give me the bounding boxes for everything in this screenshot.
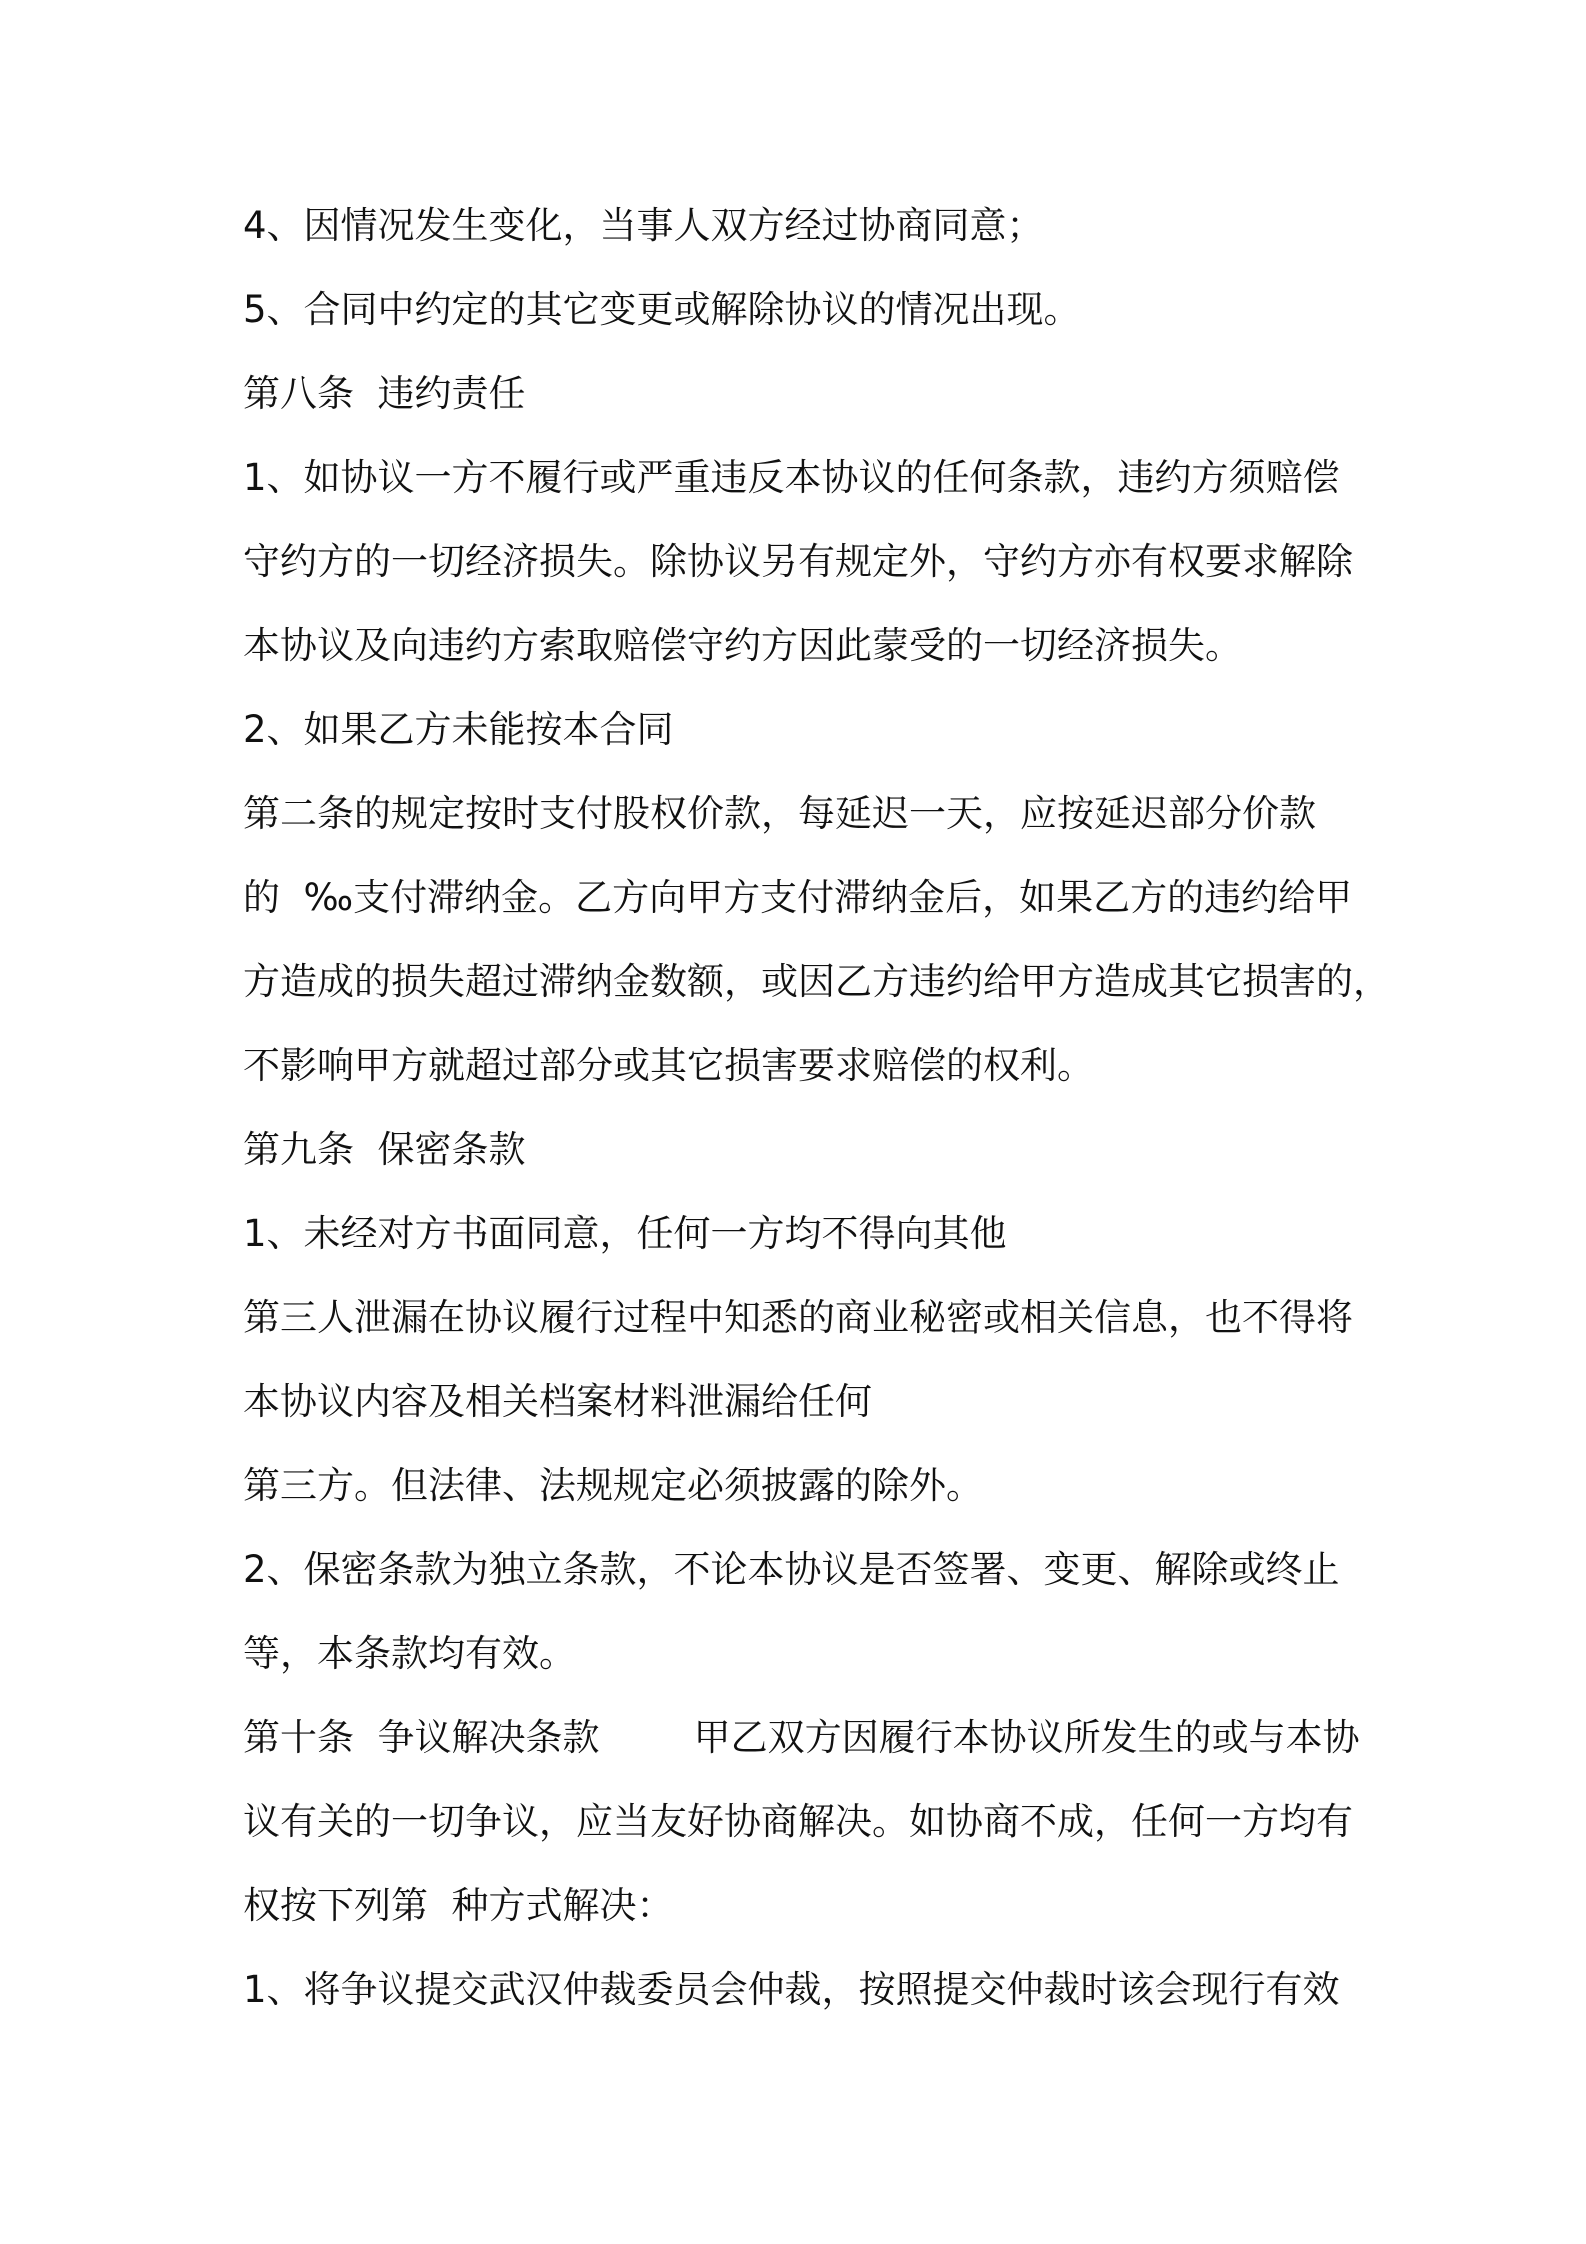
article-8-item-2-line-2: 第二条的规定按时支付股权价款，每延迟一天，应按延迟部分价款	[243, 792, 1316, 835]
article-9-item-2-line-2: 等，本条款均有效。	[243, 1632, 576, 1675]
article-9-item-1-line-3: 本协议内容及相关档案材料泄漏给任何	[243, 1380, 872, 1423]
article-10-line-2: 议有关的一切争议，应当友好协商解决。如协商不成，任何一方均有	[243, 1800, 1353, 1843]
article-9-heading: 第九条 保密条款	[243, 1128, 526, 1171]
article-8-item-2-line-1: 2、如果乙方未能按本合同	[243, 708, 674, 751]
article-10-item-1-line-1: 1、将争议提交武汉仲裁委员会仲裁，按照提交仲裁时该会现行有效	[243, 1968, 1340, 2011]
article-8-heading: 第八条 违约责任	[243, 372, 526, 415]
clause-line-item-5: 5、合同中约定的其它变更或解除协议的情况出现。	[243, 288, 1081, 331]
article-8-item-1-line-2: 守约方的一切经济损失。除协议另有规定外，守约方亦有权要求解除	[243, 540, 1353, 583]
article-8-item-2-line-3: 的 ‰支付滞纳金。乙方向甲方支付滞纳金后，如果乙方的违约给甲	[243, 876, 1353, 919]
clause-line-item-4: 4、因情况发生变化，当事人双方经过协商同意；	[243, 204, 1044, 247]
article-8-item-1-line-3: 本协议及向违约方索取赔偿守约方因此蒙受的一切经济损失。	[243, 624, 1242, 667]
article-8-item-2-line-5: 不影响甲方就超过部分或其它损害要求赔偿的权利。	[243, 1044, 1094, 1087]
article-8-item-2-line-4: 方造成的损失超过滞纳金数额，或因乙方违约给甲方造成其它损害的，	[243, 960, 1390, 1003]
article-9-item-1-line-1: 1、未经对方书面同意，任何一方均不得向其他	[243, 1212, 1007, 1255]
article-10-line-1: 第十条 争议解决条款 甲乙双方因履行本协议所发生的或与本协	[243, 1716, 1360, 1759]
article-10-line-3: 权按下列第 种方式解决：	[243, 1884, 674, 1927]
article-8-item-1-line-1: 1、如协议一方不履行或严重违反本协议的任何条款，违约方须赔偿	[243, 456, 1340, 499]
article-9-item-1-line-4: 第三方。但法律、法规规定必须披露的除外。	[243, 1464, 983, 1507]
article-9-item-2-line-1: 2、保密条款为独立条款，不论本协议是否签署、变更、解除或终止	[243, 1548, 1340, 1591]
article-9-item-1-line-2: 第三人泄漏在协议履行过程中知悉的商业秘密或相关信息，也不得将	[243, 1296, 1353, 1339]
